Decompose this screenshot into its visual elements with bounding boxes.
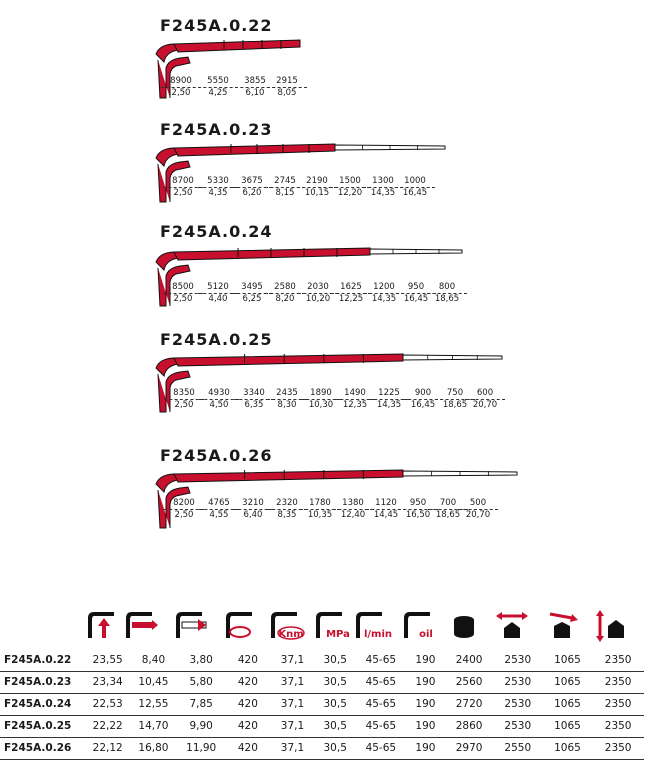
reach-value: 10,35 bbox=[307, 510, 333, 520]
load-value: 3495 bbox=[232, 282, 272, 294]
spec-value: 190 bbox=[406, 672, 446, 694]
load-value: 5120 bbox=[198, 282, 238, 294]
spec-value: 23,55 bbox=[86, 650, 130, 672]
load-reach-pair bbox=[163, 176, 203, 199]
spec-value: 45-65 bbox=[356, 716, 406, 738]
reach-value: 12,25 bbox=[338, 294, 364, 304]
manual-extension-icon bbox=[172, 608, 212, 644]
spec-value: 22,12 bbox=[86, 738, 130, 760]
spec-value: 22,22 bbox=[86, 716, 130, 738]
reach-value: 16,45 bbox=[410, 400, 436, 410]
load-value: 2435 bbox=[267, 388, 307, 400]
config-title: F245A.0.24 bbox=[160, 222, 273, 241]
load-reach-pair bbox=[198, 76, 238, 99]
reach-value: 8,15 bbox=[275, 188, 295, 198]
reach-value: 6,20 bbox=[242, 188, 262, 198]
spec-value: 16,80 bbox=[130, 738, 178, 760]
reach-value: 16,50 bbox=[405, 510, 431, 520]
lifting-moment-icon bbox=[84, 608, 124, 644]
reach-value: 16,45 bbox=[403, 294, 429, 304]
crane-config-23 bbox=[0, 120, 651, 230]
config-title: F245A.0.25 bbox=[160, 330, 273, 349]
load-reach-pair bbox=[458, 498, 498, 521]
spec-value: 420 bbox=[225, 672, 271, 694]
reach-value: 4,40 bbox=[208, 294, 228, 304]
load-reach-pair bbox=[427, 282, 467, 305]
load-reach-pair bbox=[161, 76, 201, 99]
load-value: 8350 bbox=[164, 388, 204, 400]
spec-value: 2560 bbox=[445, 672, 493, 694]
reach-value: 2,50 bbox=[171, 88, 191, 98]
oil-tank-icon bbox=[400, 608, 440, 644]
load-value: 700 bbox=[428, 498, 468, 510]
slewing-torque-icon bbox=[267, 608, 307, 644]
reach-value: 4,25 bbox=[208, 88, 228, 98]
load-value: 950 bbox=[396, 282, 436, 294]
width-icon bbox=[492, 608, 532, 644]
reach-value: 8,35 bbox=[277, 510, 297, 520]
spec-value: 22,53 bbox=[86, 694, 130, 716]
crane-config-26 bbox=[0, 446, 651, 556]
reach-value: 4,55 bbox=[209, 510, 229, 520]
load-reach-pair bbox=[465, 388, 505, 411]
reach-value: 14,35 bbox=[376, 400, 402, 410]
reach-value: 4,35 bbox=[208, 188, 228, 198]
spec-row bbox=[0, 694, 644, 716]
config-title: F245A.0.26 bbox=[160, 446, 273, 465]
spec-value: 37,1 bbox=[271, 672, 315, 694]
load-value: 1000 bbox=[395, 176, 435, 188]
load-value: 3675 bbox=[232, 176, 272, 188]
spec-value: 2860 bbox=[445, 716, 493, 738]
spec-value: 30,5 bbox=[314, 738, 356, 760]
spec-value: 37,1 bbox=[271, 738, 315, 760]
spec-value: 190 bbox=[406, 738, 446, 760]
load-value: 600 bbox=[465, 388, 505, 400]
spec-row bbox=[0, 738, 644, 760]
reach-value: 8,20 bbox=[275, 294, 295, 304]
load-value: 3340 bbox=[234, 388, 274, 400]
slewing-angle-icon bbox=[222, 608, 262, 644]
load-reach-pair bbox=[199, 388, 239, 411]
load-value: 2915 bbox=[267, 76, 307, 88]
load-value: 1380 bbox=[333, 498, 373, 510]
spec-value: 2350 bbox=[592, 694, 644, 716]
folded-width-icon bbox=[542, 608, 582, 644]
reach-value: 4,50 bbox=[209, 400, 229, 410]
spec-value: 30,5 bbox=[314, 650, 356, 672]
load-value: 1625 bbox=[331, 282, 371, 294]
spec-value: 2530 bbox=[493, 650, 543, 672]
spec-value: 37,1 bbox=[271, 694, 315, 716]
load-value: 4930 bbox=[199, 388, 239, 400]
spec-model-name: F245A.0.25 bbox=[0, 716, 86, 738]
spec-value: 10,45 bbox=[130, 672, 178, 694]
hydraulic-extension-icon bbox=[122, 608, 162, 644]
load-value: 1500 bbox=[330, 176, 370, 188]
load-value: 5550 bbox=[198, 76, 238, 88]
spec-value: 1065 bbox=[543, 694, 593, 716]
reach-value: 2,50 bbox=[174, 510, 194, 520]
svg-text:l/min: l/min bbox=[363, 629, 392, 640]
load-value: 900 bbox=[403, 388, 443, 400]
spec-value: 14,70 bbox=[130, 716, 178, 738]
reach-value: 16,45 bbox=[402, 188, 428, 198]
reach-value: 6,40 bbox=[243, 510, 263, 520]
reach-value: 10,20 bbox=[305, 294, 331, 304]
flow-rate-icon bbox=[352, 608, 392, 644]
spec-icon-header bbox=[0, 608, 651, 644]
crane-main-boom bbox=[174, 470, 403, 482]
crane-boom-diagram bbox=[0, 330, 651, 440]
reach-value: 12,20 bbox=[337, 188, 363, 198]
spec-model-name: F245A.0.22 bbox=[0, 650, 86, 672]
reach-value: 10,30 bbox=[308, 400, 334, 410]
crane-config-25 bbox=[0, 330, 651, 440]
spec-value: 420 bbox=[225, 716, 271, 738]
config-title: F245A.0.23 bbox=[160, 120, 273, 139]
load-value: 8700 bbox=[163, 176, 203, 188]
spec-value: 2350 bbox=[592, 672, 644, 694]
reach-value: 2,50 bbox=[173, 188, 193, 198]
load-value: 800 bbox=[427, 282, 467, 294]
load-value: 750 bbox=[435, 388, 475, 400]
load-value: 2320 bbox=[267, 498, 307, 510]
spec-value: 1065 bbox=[543, 716, 593, 738]
crane-boom-diagram bbox=[0, 120, 651, 230]
spec-value: 45-65 bbox=[356, 650, 406, 672]
reach-value: 20,70 bbox=[472, 400, 498, 410]
load-value: 8900 bbox=[161, 76, 201, 88]
load-reach-pair bbox=[267, 76, 307, 99]
spec-value: 9,90 bbox=[177, 716, 225, 738]
load-reach-pair bbox=[164, 498, 204, 521]
spec-value: 45-65 bbox=[356, 738, 406, 760]
load-value: 3210 bbox=[233, 498, 273, 510]
reach-value: 18,65 bbox=[442, 400, 468, 410]
spec-model-name: F245A.0.24 bbox=[0, 694, 86, 716]
load-value: 2580 bbox=[265, 282, 305, 294]
load-value: 1200 bbox=[364, 282, 404, 294]
spec-value: 2550 bbox=[493, 738, 543, 760]
spec-model-name: F245A.0.23 bbox=[0, 672, 86, 694]
load-value: 950 bbox=[398, 498, 438, 510]
load-value: 1300 bbox=[363, 176, 403, 188]
spec-value: 190 bbox=[406, 694, 446, 716]
spec-value: 2530 bbox=[493, 672, 543, 694]
crane-config-24 bbox=[0, 222, 651, 332]
spec-value: 8,40 bbox=[130, 650, 178, 672]
spec-value: 2350 bbox=[592, 716, 644, 738]
load-value: 2030 bbox=[298, 282, 338, 294]
spec-value: 37,1 bbox=[271, 650, 315, 672]
svg-text:MPa: MPa bbox=[326, 629, 350, 640]
load-reach-pair bbox=[395, 176, 435, 199]
reach-value: 2,50 bbox=[174, 400, 194, 410]
load-reach-pair bbox=[164, 388, 204, 411]
reach-value: 18,65 bbox=[434, 294, 460, 304]
spec-value: 30,5 bbox=[314, 672, 356, 694]
reach-value: 6,10 bbox=[245, 88, 265, 98]
svg-text:oil: oil bbox=[419, 629, 433, 640]
spec-value: 11,90 bbox=[177, 738, 225, 760]
spec-table bbox=[0, 650, 644, 760]
reach-value: 8,30 bbox=[277, 400, 297, 410]
reach-value: 10,15 bbox=[304, 188, 330, 198]
spec-value: 1065 bbox=[543, 672, 593, 694]
crane-main-boom bbox=[174, 144, 335, 156]
reach-value: 12,40 bbox=[340, 510, 366, 520]
crane-boom-diagram bbox=[0, 222, 651, 332]
spec-value: 190 bbox=[406, 650, 446, 672]
reach-value: 8,05 bbox=[277, 88, 297, 98]
reach-value: 12,35 bbox=[342, 400, 368, 410]
spec-value: 2350 bbox=[592, 650, 644, 672]
pressure-icon bbox=[312, 608, 352, 644]
spec-value: 23,34 bbox=[86, 672, 130, 694]
spec-value: 1065 bbox=[543, 738, 593, 760]
reach-value: 14,35 bbox=[371, 294, 397, 304]
load-value: 1120 bbox=[366, 498, 406, 510]
load-value: 2745 bbox=[265, 176, 305, 188]
weight-icon bbox=[444, 608, 484, 644]
spec-value: 45-65 bbox=[356, 672, 406, 694]
load-value: 1490 bbox=[335, 388, 375, 400]
spec-value: 1065 bbox=[543, 650, 593, 672]
spec-value: 420 bbox=[225, 650, 271, 672]
reach-value: 6,25 bbox=[242, 294, 262, 304]
height-icon bbox=[592, 608, 632, 644]
spec-row bbox=[0, 716, 644, 738]
load-value: 8500 bbox=[163, 282, 203, 294]
spec-value: 45-65 bbox=[356, 694, 406, 716]
spec-row bbox=[0, 672, 644, 694]
load-value: 4765 bbox=[199, 498, 239, 510]
reach-value: 6,35 bbox=[244, 400, 264, 410]
spec-row bbox=[0, 650, 644, 672]
config-title: F245A.0.22 bbox=[160, 16, 273, 35]
reach-value: 20,70 bbox=[465, 510, 491, 520]
reach-value: 2,50 bbox=[173, 294, 193, 304]
spec-value: 2350 bbox=[592, 738, 644, 760]
reach-value: 14,45 bbox=[373, 510, 399, 520]
spec-value: 2530 bbox=[493, 716, 543, 738]
spec-value: 190 bbox=[406, 716, 446, 738]
spec-value: 37,1 bbox=[271, 716, 315, 738]
spec-value: 2970 bbox=[445, 738, 493, 760]
spec-value: 2720 bbox=[445, 694, 493, 716]
spec-value: 7,85 bbox=[177, 694, 225, 716]
reach-value: 14,35 bbox=[370, 188, 396, 198]
spec-value: 30,5 bbox=[314, 694, 356, 716]
load-value: 500 bbox=[458, 498, 498, 510]
load-value: 8200 bbox=[164, 498, 204, 510]
spec-value: 2530 bbox=[493, 694, 543, 716]
crane-main-boom bbox=[174, 248, 370, 260]
spec-value: 12,55 bbox=[130, 694, 178, 716]
reach-value: 18,65 bbox=[435, 510, 461, 520]
load-reach-pair bbox=[163, 282, 203, 305]
load-value: 1890 bbox=[301, 388, 341, 400]
load-value: 2190 bbox=[297, 176, 337, 188]
spec-value: 2400 bbox=[445, 650, 493, 672]
load-value: 1780 bbox=[300, 498, 340, 510]
spec-model-name: F245A.0.26 bbox=[0, 738, 86, 760]
load-value: 5330 bbox=[198, 176, 238, 188]
crane-config-22 bbox=[0, 8, 651, 118]
svg-text:Knm: Knm bbox=[278, 629, 304, 640]
load-value: 1225 bbox=[369, 388, 409, 400]
spec-value: 30,5 bbox=[314, 716, 356, 738]
crane-boom-diagram bbox=[0, 8, 651, 118]
crane-main-boom bbox=[174, 354, 403, 366]
spec-value: 420 bbox=[225, 738, 271, 760]
spec-value: 420 bbox=[225, 694, 271, 716]
load-value: 3855 bbox=[235, 76, 275, 88]
spec-value: 5,80 bbox=[177, 672, 225, 694]
spec-value: 3,80 bbox=[177, 650, 225, 672]
